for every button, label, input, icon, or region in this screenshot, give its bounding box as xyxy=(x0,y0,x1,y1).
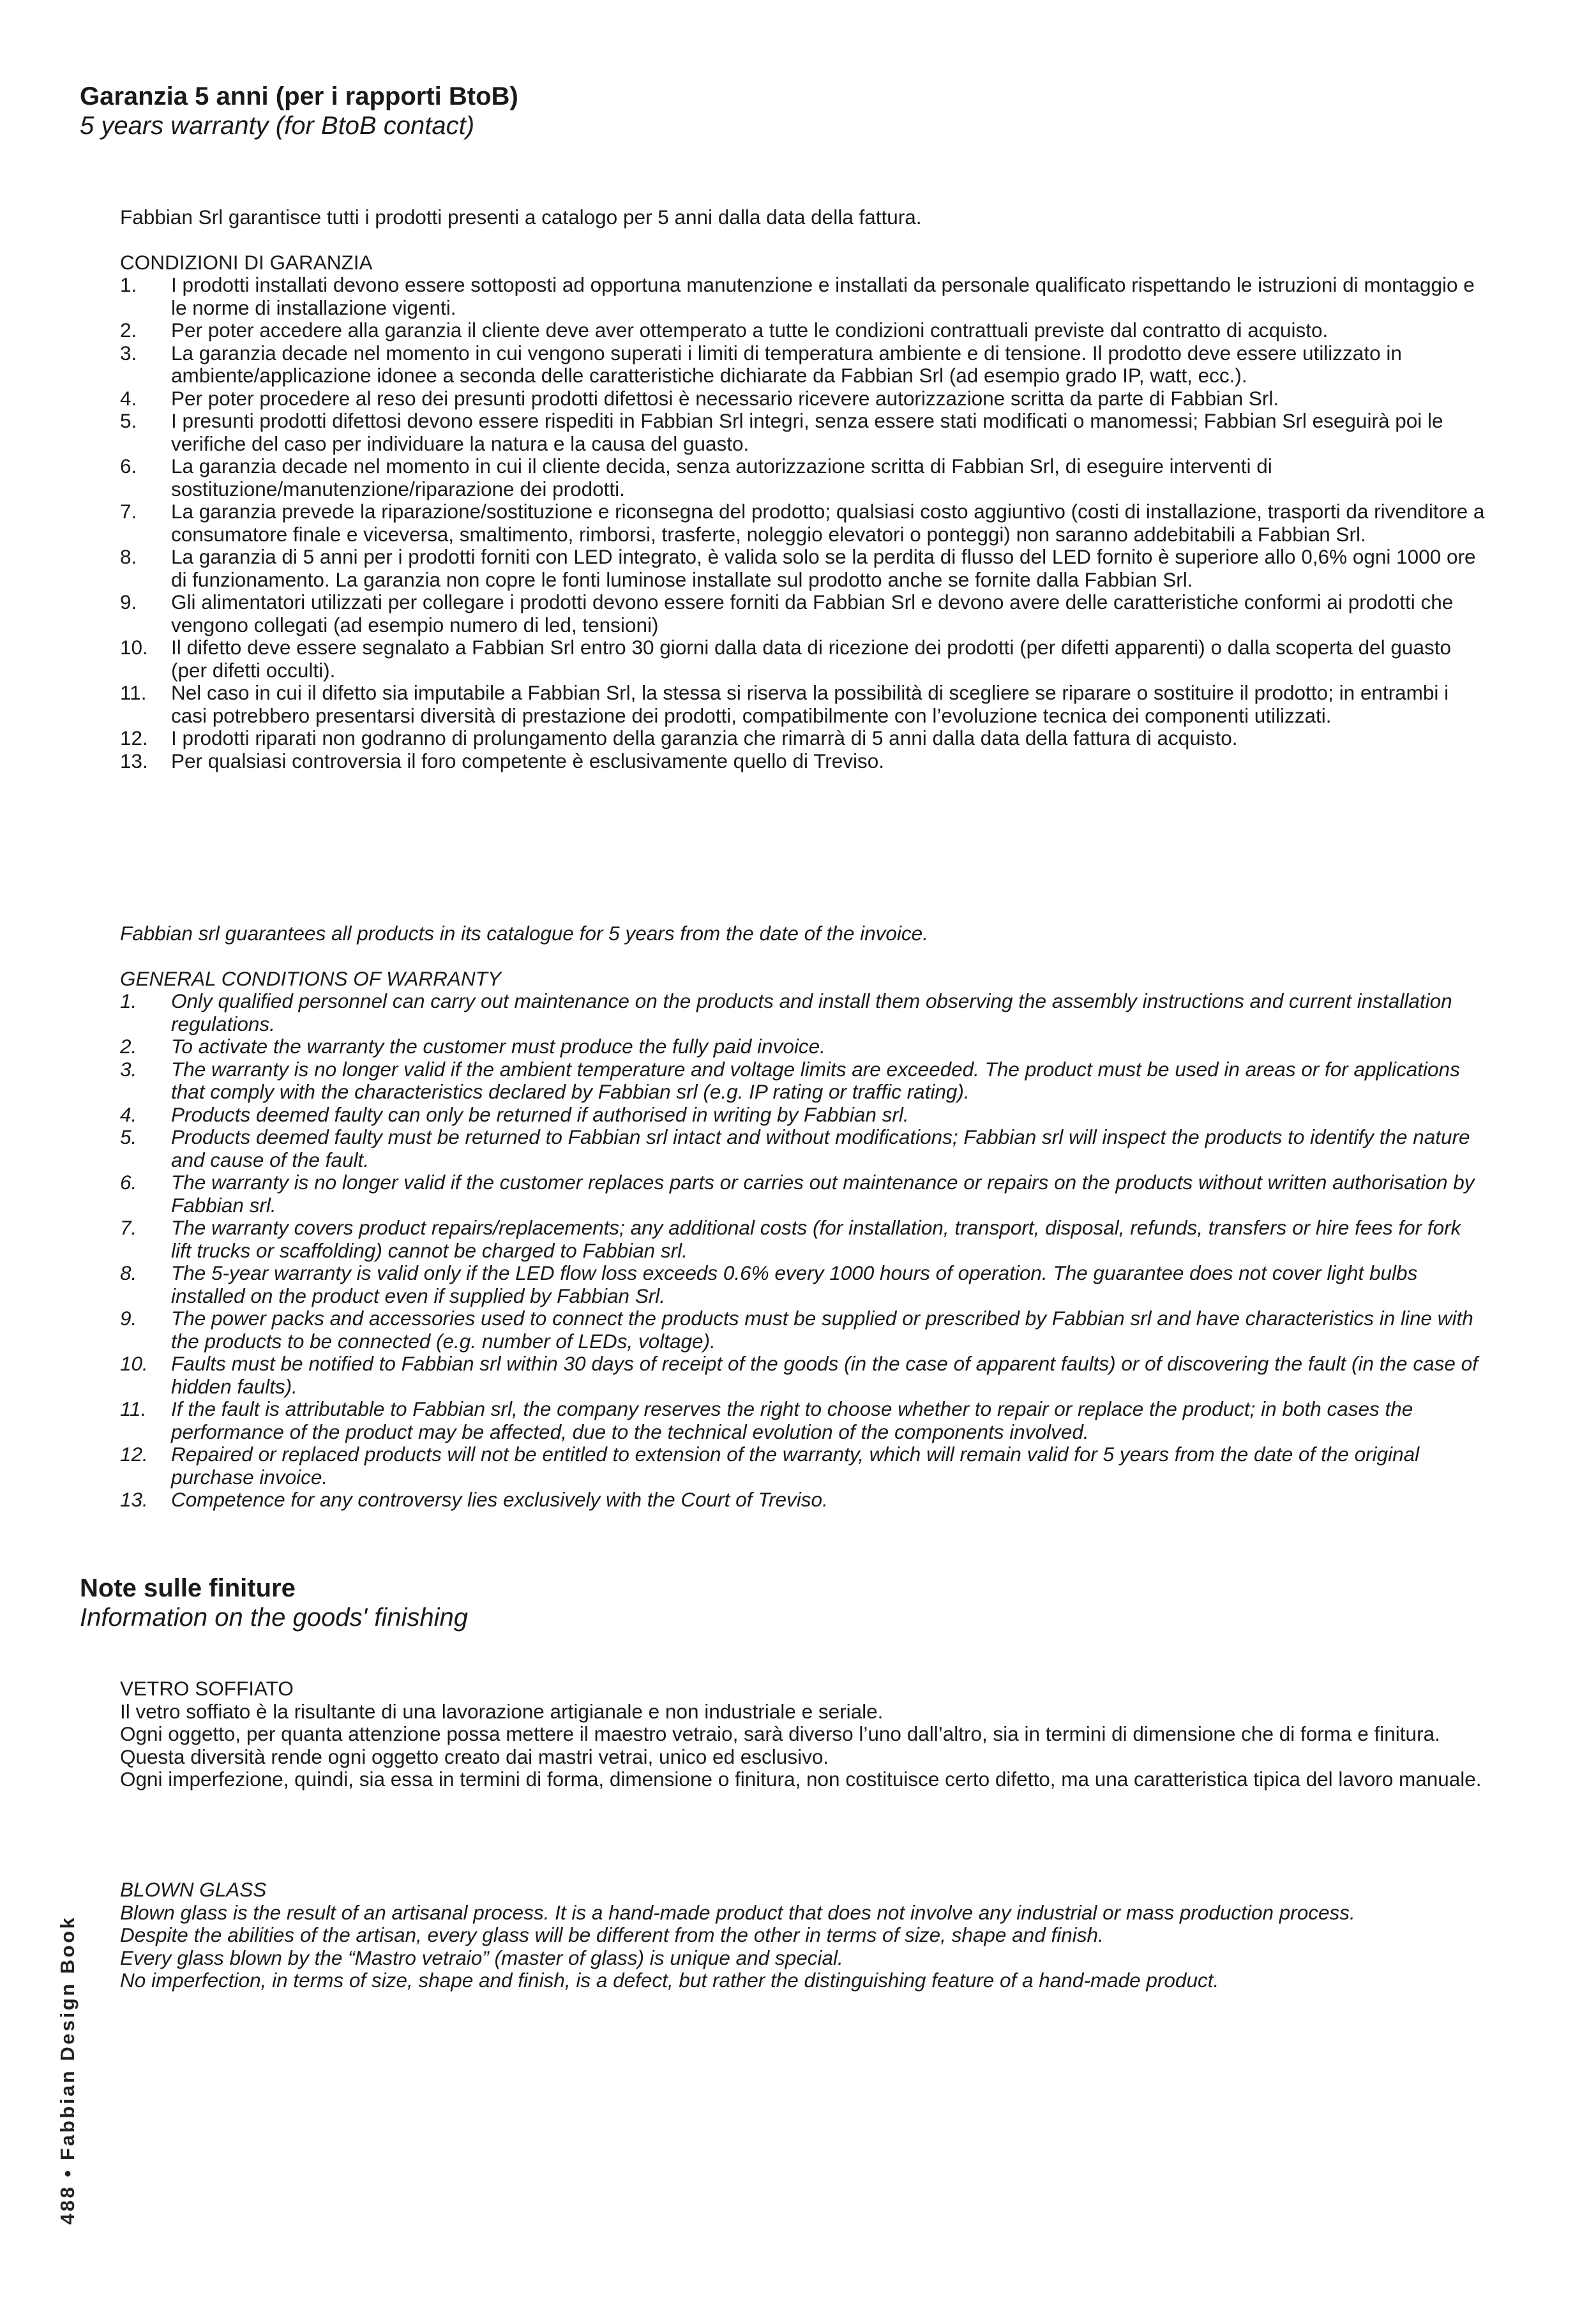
warranty-it-item-text: I prodotti installati devono essere sottoposti ad opportuna manutenzione e installati da personale qualificato rispettando le istruzioni di montaggio e le norme di installazione vigenti. xyxy=(171,273,1475,319)
warranty-en-block xyxy=(120,922,1486,1512)
warranty-en-item xyxy=(120,1035,1486,1058)
warranty-en-item-number: 3. xyxy=(120,1057,137,1081)
warranty-it-item-number: 13. xyxy=(120,749,148,772)
warranty-it-item xyxy=(120,274,1486,319)
warranty-en-item-number: 2. xyxy=(120,1035,137,1058)
warranty-en-item xyxy=(120,1217,1486,1262)
warranty-en-item-text: Only qualified personnel can carry out maintenance on the products and install them observing the assembly instructions and current installation regulations. xyxy=(171,989,1452,1035)
finishing-title-en: Information on the goods' finishing xyxy=(80,1604,469,1632)
warranty-it-item-text: La garanzia di 5 anni per i prodotti forniti con LED integrato, è valida solo se la perdita di flusso del LED fornito è superiore allo 0,6% ogni 1000 ore di funzionamento. La garanzia non copre le fonti luminose installate sul prodotto anche se fornite dalla Fabbian Srl. xyxy=(171,545,1476,591)
book-title: Fabbian Design Book xyxy=(56,1915,79,2161)
finishing-it-heading: VETRO SOFFIATO xyxy=(120,1677,294,1700)
warranty-en-item-text: Faults must be notified to Fabbian srl within 30 days of receipt of the goods (in the case of apparent faults) or of discovering the fault (in the case of hidden faults). xyxy=(171,1352,1478,1398)
warranty-it-item-number: 4. xyxy=(120,386,137,410)
warranty-en-item-number: 1. xyxy=(120,989,137,1012)
warranty-title-en: 5 years warranty (for BtoB contact) xyxy=(80,112,475,140)
warranty-en-item-number: 7. xyxy=(120,1216,137,1239)
warranty-title xyxy=(80,82,1484,140)
warranty-en-item xyxy=(120,1307,1486,1353)
warranty-it-item-number: 12. xyxy=(120,726,148,749)
finishing-en-line: Despite the abilities of the artisan, every glass will be different from the other in terms of size, shape and finish. xyxy=(120,1923,1104,1946)
warranty-it-item xyxy=(120,750,1486,773)
warranty-it-block xyxy=(120,206,1486,772)
warranty-it-item-text: Nel caso in cui il difetto sia imputabile a Fabbian Srl, la stessa si riserva la possibilità di scegliere se riparare o sostituire il prodotto; in entrambi i casi potrebbero presentarsi diversità di prestazione dei prodotti, compatibilmente con l’evoluzione tecnica dei componenti utilizzati. xyxy=(171,681,1449,727)
warranty-it-item-text: I presunti prodotti difettosi devono essere rispediti in Fabbian Srl integri, senza essere stati modificati o manomessi; Fabbian Srl eseguirà poi le verifiche del caso per individuare la natura e la causa del guasto. xyxy=(171,409,1443,455)
warranty-it-item-text: La garanzia prevede la riparazione/sostituzione e riconsegna del prodotto; qualsiasi costo aggiuntivo (costi di installazione, trasporti da rivenditore a consumatore finale e viceversa, smaltimento, rimborsi, trasferte, noleggio elevatori o ponteggi) non saranno addebitabili a Fabbian Srl. xyxy=(171,500,1485,546)
warranty-it-item-text: Il difetto deve essere segnalato a Fabbian Srl entro 30 giorni dalla data di ricezione dei prodotti (per difetti apparenti) o dalla scoperta del guasto (per difetti occulti). xyxy=(171,636,1451,682)
warranty-en-item-text: Competence for any controversy lies exclusively with the Court of Treviso. xyxy=(171,1488,828,1511)
warranty-it-item xyxy=(120,682,1486,727)
warranty-en-item-number: 6. xyxy=(120,1171,137,1194)
warranty-en-item-text: Products deemed faulty can only be returned if authorised in writing by Fabbian srl. xyxy=(171,1102,909,1126)
warranty-en-item-number: 12. xyxy=(120,1443,148,1466)
finishing-it-block xyxy=(120,1678,1486,1791)
warranty-it-list xyxy=(120,274,1486,772)
warranty-it-item-number: 7. xyxy=(120,500,137,523)
warranty-it-item-text: Per poter procedere al reso dei presunti prodotti difettosi è necessario ricevere autorizzazione scritta da parte di Fabbian Srl. xyxy=(171,386,1279,410)
warranty-en-item xyxy=(120,1489,1486,1512)
warranty-en-item xyxy=(120,1171,1486,1217)
warranty-it-item xyxy=(120,636,1486,682)
warranty-it-item-number: 5. xyxy=(120,409,137,432)
warranty-en-item-text: If the fault is attributable to Fabbian srl, the company reserves the right to choose whether to repair or replace the product; in both cases the performance of the product may be affected, due to the technical evolution of the components involved. xyxy=(171,1397,1413,1443)
warranty-it-item xyxy=(120,727,1486,750)
warranty-it-item-number: 3. xyxy=(120,341,137,364)
warranty-it-item-text: Per poter accedere alla garanzia il cliente deve aver ottemperato a tutte le condizioni contrattuali previste dal contratto di acquisto. xyxy=(171,319,1329,342)
warranty-it-item xyxy=(120,387,1486,410)
warranty-en-item xyxy=(120,1058,1486,1104)
finishing-it-line: Questa diversità rende ogni oggetto creato dai mastri vetrai, unico ed esclusivo. xyxy=(120,1745,829,1768)
warranty-title-it: Garanzia 5 anni (per i rapporti BtoB) xyxy=(80,82,518,110)
finishing-it-line: Il vetro soffiato è la risultante di una lavorazione artigianale e non industriale e seriale. xyxy=(120,1699,884,1723)
warranty-en-item-text: The warranty is no longer valid if the ambient temperature and voltage limits are exceeded. The product must be used in areas or for applications that comply with the characteristics declared by Fabbian srl (e.g. IP rating or traffic rating). xyxy=(171,1057,1460,1103)
warranty-en-item xyxy=(120,1104,1486,1127)
warranty-en-item xyxy=(120,1398,1486,1443)
warranty-it-intro: Fabbian Srl garantisce tutti i prodotti presenti a catalogo per 5 anni dalla data della fattura. xyxy=(120,206,922,229)
warranty-en-heading: GENERAL CONDITIONS OF WARRANTY xyxy=(120,966,501,990)
page-number: 488 xyxy=(56,2184,79,2225)
warranty-en-item-number: 8. xyxy=(120,1261,137,1284)
warranty-it-item-number: 2. xyxy=(120,319,137,342)
warranty-it-item-number: 8. xyxy=(120,545,137,568)
warranty-it-item-number: 6. xyxy=(120,455,137,477)
warranty-it-heading: CONDIZIONI DI GARANZIA xyxy=(120,250,373,274)
warranty-en-item xyxy=(120,990,1486,1035)
warranty-it-item-number: 1. xyxy=(120,273,137,296)
warranty-it-item-number: 10. xyxy=(120,636,148,659)
finishing-en-heading: BLOWN GLASS xyxy=(120,1878,267,1901)
warranty-it-item-text: Gli alimentatori utilizzati per collegare i prodotti devono essere forniti da Fabbian Srl e devono avere delle caratteristiche conformi ai prodotti che vengono collegati (ad esempio numero di led, tensioni) xyxy=(171,590,1454,636)
warranty-it-item xyxy=(120,546,1486,591)
warranty-it-item xyxy=(120,500,1486,546)
warranty-en-item xyxy=(120,1443,1486,1489)
warranty-en-intro: Fabbian srl guarantees all products in its catalogue for 5 years from the date of the invoice. xyxy=(120,922,928,945)
warranty-en-item-text: The warranty covers product repairs/replacements; any additional costs (for installation, transport, disposal, refunds, transfers or hire fees for fork lift trucks or scaffolding) cannot be charged to Fabbian srl. xyxy=(171,1216,1461,1262)
warranty-en-item-number: 5. xyxy=(120,1125,137,1148)
warranty-it-item xyxy=(120,410,1486,455)
warranty-en-item-number: 10. xyxy=(120,1352,148,1375)
warranty-it-item-text: Per qualsiasi controversia il foro competente è esclusivamente quello di Treviso. xyxy=(171,749,885,772)
warranty-en-item-text: Products deemed faulty must be returned to Fabbian srl intact and without modifications; Fabbian srl will inspect the products to identify the nature and cause of the fault. xyxy=(171,1125,1470,1171)
warranty-en-item xyxy=(120,1126,1486,1171)
warranty-en-item xyxy=(120,1353,1486,1398)
warranty-en-item-number: 4. xyxy=(120,1102,137,1126)
warranty-en-item-text: To activate the warranty the customer must produce the fully paid invoice. xyxy=(171,1035,825,1058)
warranty-it-item-number: 11. xyxy=(120,681,147,704)
warranty-it-item xyxy=(120,319,1486,342)
finishing-en-line: Every glass blown by the “Mastro vetraio” (master of glass) is unique and special. xyxy=(120,1946,843,1969)
warranty-it-item xyxy=(120,342,1486,387)
warranty-en-item-text: Repaired or replaced products will not be entitled to extension of the warranty, which will remain valid for 5 years from the date of the original purchase invoice. xyxy=(171,1443,1420,1489)
finishing-it-line: Ogni imperfezione, quindi, sia essa in termini di forma, dimensione o finitura, non costituisce certo difetto, ma una caratteristica tipica del lavoro manuale. xyxy=(120,1768,1482,1791)
finishing-title xyxy=(80,1574,1484,1632)
warranty-en-list xyxy=(120,990,1486,1512)
bullet-separator: • xyxy=(56,2168,79,2177)
warranty-en-item xyxy=(120,1262,1486,1307)
warranty-it-item xyxy=(120,591,1486,636)
finishing-en-line: No imperfection, in terms of size, shape and finish, is a defect, but rather the distinguishing feature of a hand-made product. xyxy=(120,1969,1219,1992)
finishing-en-line: Blown glass is the result of an artisanal process. It is a hand-made product that does not involve any industrial or mass production process. xyxy=(120,1900,1355,1924)
warranty-it-item-number: 9. xyxy=(120,590,137,613)
warranty-en-item-number: 13. xyxy=(120,1488,148,1511)
warranty-it-item-text: La garanzia decade nel momento in cui il cliente decida, senza autorizzazione scritta di Fabbian Srl, di eseguire interventi di sostituzione/manutenzione/riparazione dei prodotti. xyxy=(171,455,1272,500)
finishing-title-it: Note sulle finiture xyxy=(80,1574,296,1602)
finishing-it-line: Ogni oggetto, per quanta attenzione possa mettere il maestro vetraio, sarà diverso l’uno dall’altro, sia in termini di dimensione che di forma e finitura. xyxy=(120,1722,1440,1745)
warranty-en-item-text: The power packs and accessories used to connect the products must be supplied or prescribed by Fabbian srl and have characteristics in line with the products to be connected (e.g. number of LEDs, voltage). xyxy=(171,1307,1473,1353)
page-footer-vertical xyxy=(56,1916,79,2225)
warranty-en-item-text: The 5-year warranty is valid only if the LED flow loss exceeds 0.6% every 1000 hours of operation. The guarantee does not cover light bulbs installed on the product even if supplied by Fabbian Srl. xyxy=(171,1261,1418,1307)
warranty-en-item-number: 9. xyxy=(120,1307,137,1330)
warranty-en-item-text: The warranty is no longer valid if the customer replaces parts or carries out maintenance or repairs on the products without written authorisation by Fabbian srl. xyxy=(171,1171,1475,1217)
warranty-en-item-number: 11. xyxy=(120,1397,147,1420)
finishing-en-block xyxy=(120,1879,1486,1992)
warranty-it-item-text: I prodotti riparati non godranno di prolungamento della garanzia che rimarrà di 5 anni dalla data della fattura di acquisto. xyxy=(171,726,1238,749)
warranty-it-item xyxy=(120,455,1486,500)
warranty-it-item-text: La garanzia decade nel momento in cui vengono superati i limiti di temperatura ambiente e di tensione. Il prodotto deve essere utilizzato in ambiente/applicazione idonee a seconda delle caratteristiche dichiarate da Fabbian Srl (ad esempio grado IP, watt, ecc.). xyxy=(171,341,1402,387)
